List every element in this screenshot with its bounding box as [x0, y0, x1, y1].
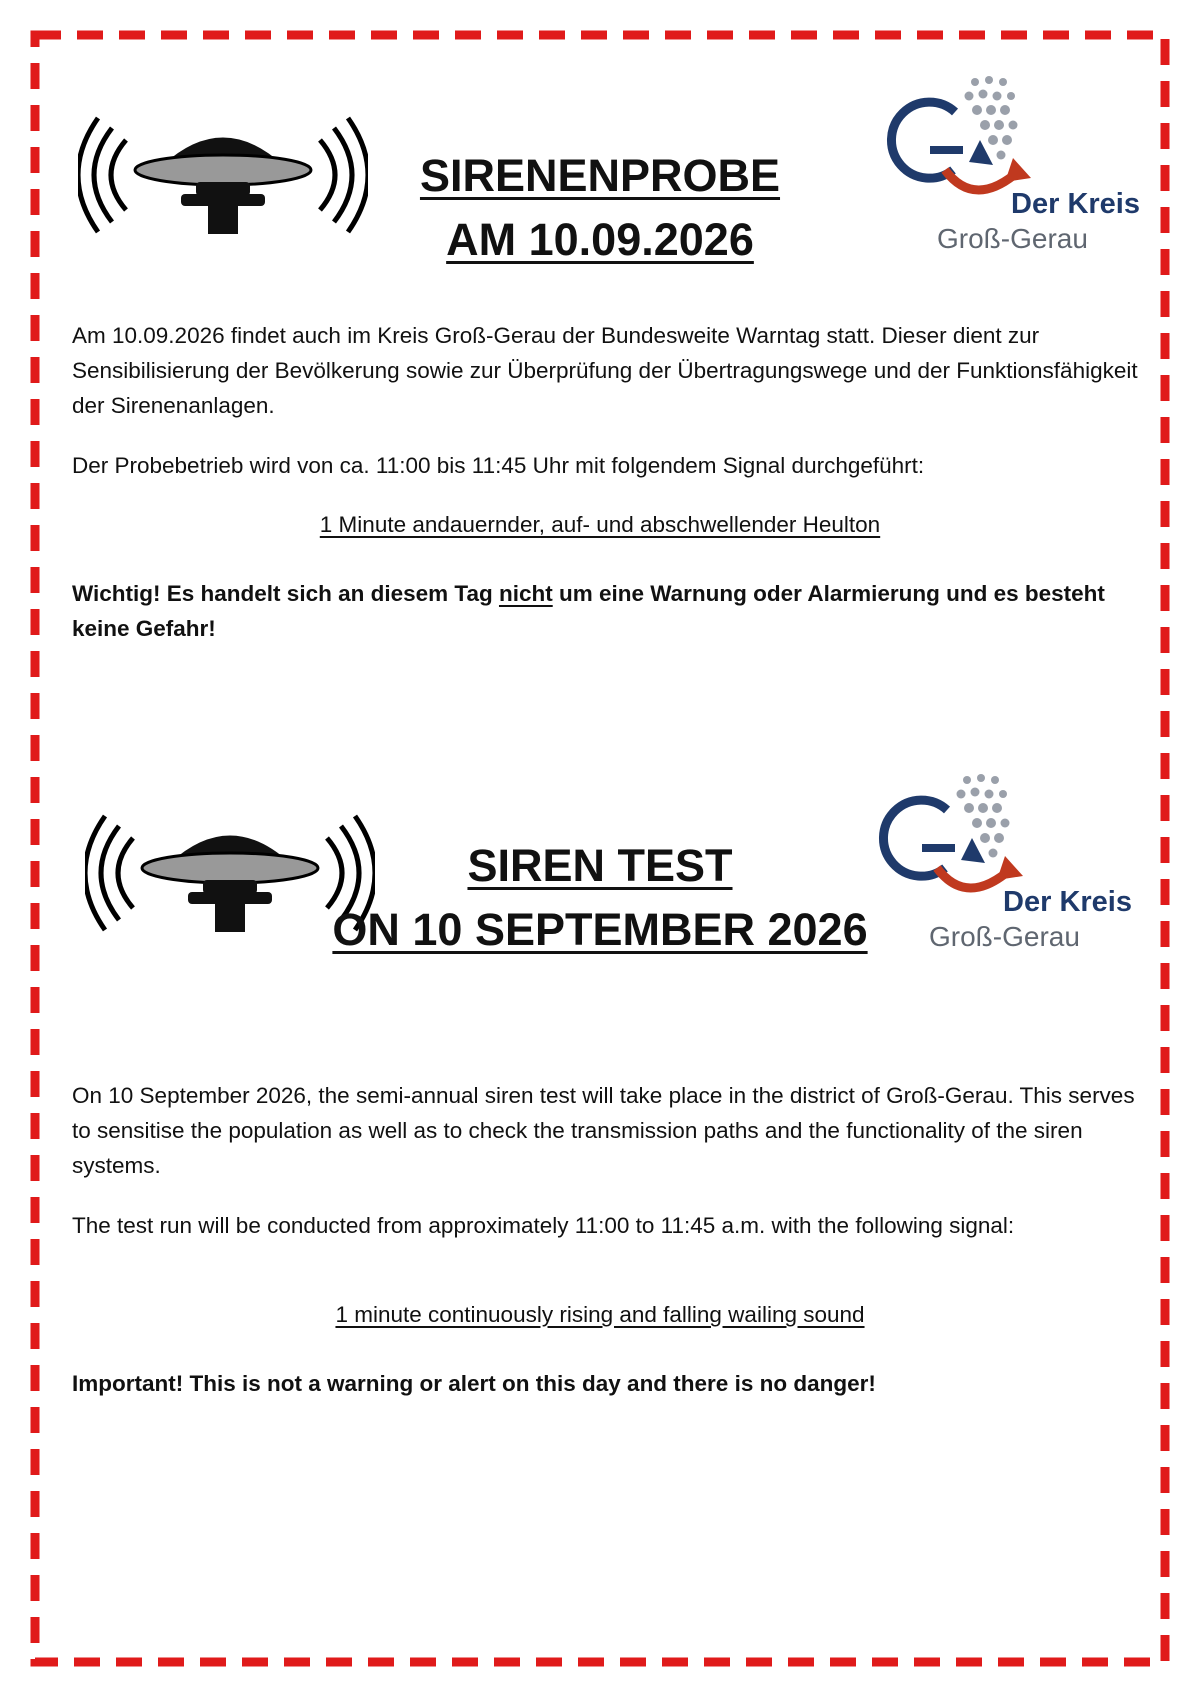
english-signal: 1 minute continuously rising and falling wailing sound: [335, 1302, 865, 1327]
german-signal: 1 Minute andauernder, auf- und abschwellender Heulton: [319, 512, 881, 537]
german-warning-part2: um eine Warnung oder Alarmierung und es besteht keine Gefahr!: [72, 581, 1105, 641]
english-title-line1: SIREN TEST: [467, 840, 733, 891]
german-title-line2: AM 10.09.2026: [446, 214, 754, 265]
kreis-gross-gerau-logo-en: [877, 768, 1142, 968]
logo-brand-text: Der Kreis: [1011, 188, 1140, 220]
logo-brand-text-en: Der Kreis: [1003, 886, 1132, 918]
english-title-line2: ON 10 SEPTEMBER 2026: [332, 904, 868, 955]
logo-place-text-en: Groß-Gerau: [929, 921, 1080, 952]
german-warning-emphasis: nicht: [498, 581, 553, 606]
english-paragraph-2: The test run will be conducted from approximately 11:00 to 11:45 a.m. with the following signal:: [72, 1213, 1015, 1238]
german-paragraph-2: Der Probebetrieb wird von ca. 11:00 bis 11:45 Uhr mit folgendem Signal durchgeführt:: [72, 453, 925, 478]
german-warning: [72, 576, 1142, 646]
kreis-gross-gerau-logo: [885, 70, 1150, 270]
english-paragraph-1: On 10 September 2026, the semi-annual siren test will take place in the district of Groß-Gerau. This serves to sensitise the population as well as to check the transmission paths and the functionality of the siren systems.: [72, 1083, 1135, 1178]
german-title-line1: SIRENENPROBE: [419, 150, 781, 201]
german-paragraph-1: Am 10.09.2026 findet auch im Kreis Groß-Gerau der Bundesweite Warntag statt. Dieser dient zur Sensibilisierung der Bevölkerung sowie zur Überprüfung der Übertragungswege und der Funktionsfähigkeit der Sirenenanlagen.: [72, 323, 1138, 418]
logo-place-text: Groß-Gerau: [937, 223, 1088, 254]
english-warning: Important! This is not a warning or alert on this day and there is no danger!: [72, 1371, 876, 1396]
german-warning-part1: Wichtig! Es handelt sich an diesem Tag: [72, 581, 499, 606]
